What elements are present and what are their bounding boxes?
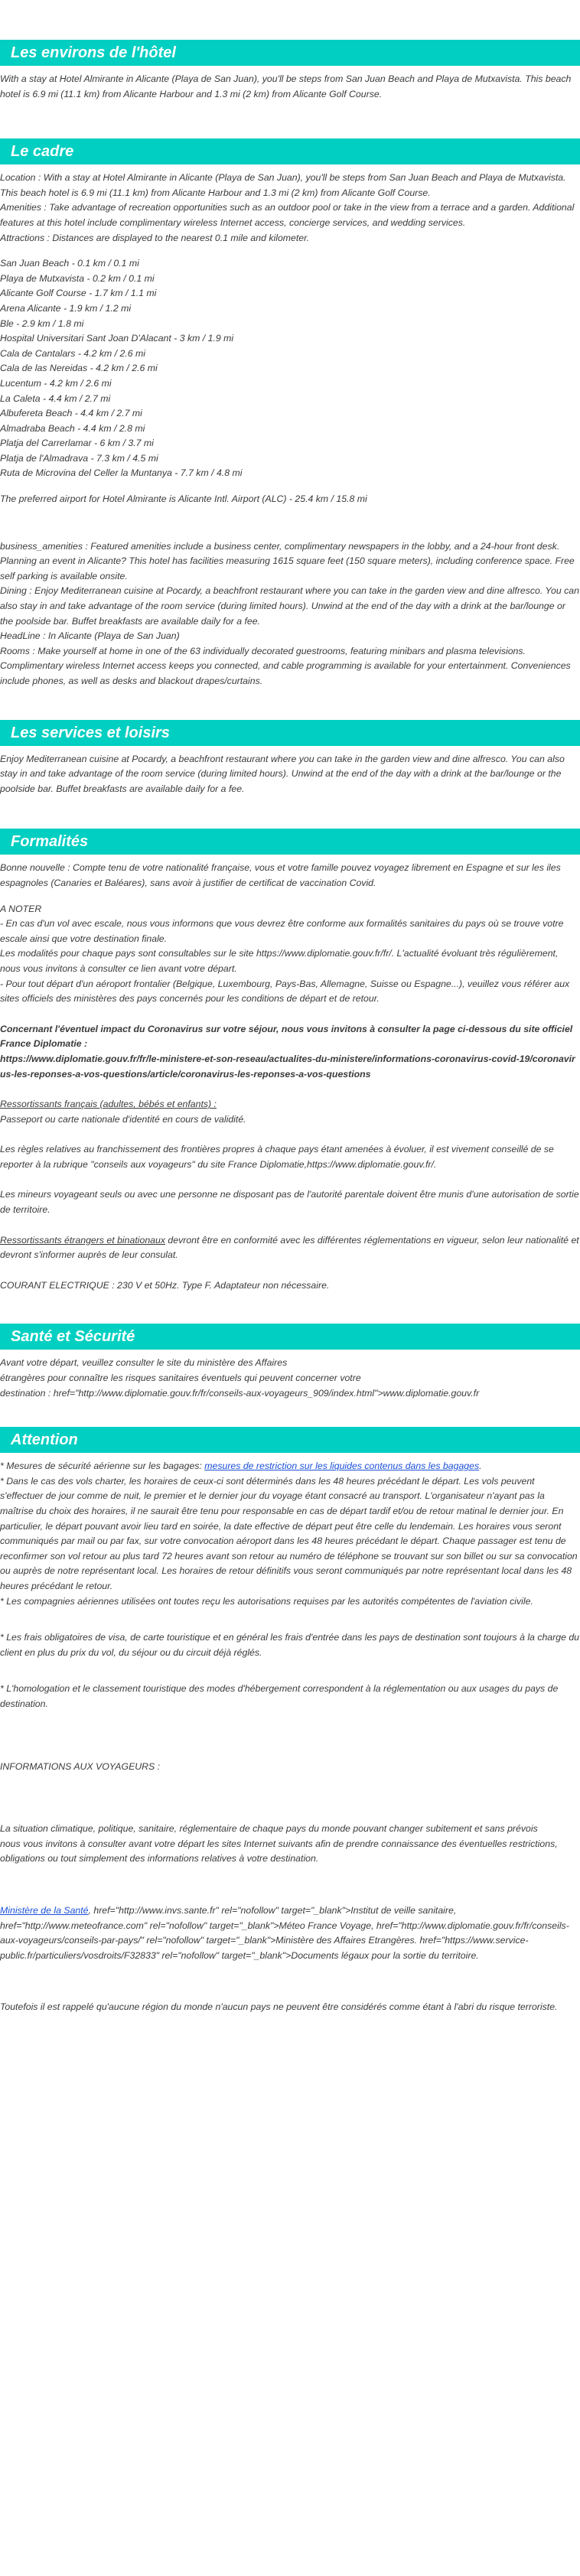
mesures-restriction-link[interactable]: mesures de restriction sur les liquides contenus dans les bagages [204, 1461, 480, 1472]
formalites-note-line: - Pour tout départ d'un aéroport frontalier (Belgique, Luxembourg, Pays-Bas, Allemagne, Suisse ou Espagne...), veuillez vous référer aux sites officiels des ministères des pays concernés pour les conditions de départ et de retour. [0, 978, 570, 1005]
formalites-etrangers [0, 1233, 580, 1263]
distance-item: Platja de l'Almadrava - 7.3 km / 4.5 mi [0, 452, 158, 464]
section-title-cadre: Le cadre [0, 138, 580, 164]
sante-line: étrangères pour connaître les risques sanitaires éventuels qui peuvent concerner votre [0, 1373, 361, 1384]
attention-situation: La situation climatique, politique, sanitaire, réglementaire de chaque pays du monde pouvant changer subitement et sans prévois [0, 1823, 538, 1835]
mesures-suffix: . [479, 1461, 482, 1472]
formalites-courant: COURANT ELECTRIQUE : 230 V et 50Hz. Type F. Adaptateur non nécessaire. [0, 1279, 330, 1291]
environs-text: With a stay at Hotel Almirante in Alicante (Playa de San Juan), you'll be steps from San Juan Beach and Playa de Mutxavista. This beach hotel is 6.9 mi (11.1 km) from Alicante Harbour and 1.3 mi (2 km) from Alicante Golf Course. [0, 73, 572, 99]
services-text: Enjoy Mediterranean cuisine at Pocardy, a beachfront restaurant where you can take in the garden view and dine alfresco. You can also stay in and take advantage of the room service (during limited hours). Unwind at the end of the day with a drink at the bar/lounge or the poolside bar. Buffet breakfasts are available daily for a fee. [0, 753, 565, 794]
distance-item: Cala de Cantalars - 4.2 km / 2.6 mi [0, 347, 145, 359]
section-title-environs: Les environs de l'hôtel [0, 40, 580, 66]
distance-item: Alicante Golf Course - 1.7 km / 1.1 mi [0, 288, 157, 299]
distance-item: Ruta de Microvina del Celler la Muntanya - 7.7 km / 4.8 mi [0, 467, 243, 479]
etrangers-text: devront être en conformité avec les différentes réglementations en vigueur, selon leur nationalité et devront s'informer auprès de leur consulat. [0, 1234, 579, 1261]
attention-infos-title: INFORMATIONS AUX VOYAGEURS : [0, 1760, 161, 1772]
distance-item: Almadraba Beach - 4.4 km / 2.8 mi [0, 422, 145, 434]
formalites-bold-notice: Concernant l'éventuel impact du Coronavirus sur votre séjour, nous vous invitons à consulter la page ci-dessous du site officiel France Diplomatie : [0, 1023, 573, 1050]
attention-situation: nous vous invitons à consulter avant votre départ les sites Internet suivants afin de prendre connaissance des éventuelles restrictions, obligations ou tout simplement des informations relatives à votre destination. [0, 1838, 558, 1864]
ministere-text: , href="http://www.invs.sante.fr" rel="nofollow" target="_blank">Institut de veille sanitaire, href="http://www.meteofrance.com" rel="nofollow" target="_blank">Méteo France Voyage, href="http://www.diplomatie.gouv.fr/fr/conseils-aux-voyageurs/conseils-par-pays/" rel="nofollow" target="_blank">Ministère des Affaires Etrangères. href="https://www.service-public.fr/particuliers/vosdroits/F32833" rel="nofollow" target="_blank">Documents légaux pour la sortie du territoire. [0, 1904, 569, 1961]
cadre-location: Location : With a stay at Hotel Almirante in Alicante (Playa de San Juan), you'll be steps from San Juan Beach and Playa de Mutxavista. This beach hotel is 6.9 mi (11.1 km) from Alicante Harbour and 1.3 mi (2 km) from Alicante Golf Course. [0, 172, 566, 198]
section-title-services: Les services et loisirs [0, 720, 580, 746]
cadre-attractions: Attractions : Distances are displayed to the nearest 0.1 mile and kilometer. [0, 232, 310, 243]
attention-frais: * Les frais obligatoires de visa, de carte touristique et en général les frais d'entrée dans les pays de destination sont toujours à la charge du client en plus du prix du vol, du séjour ou du circuit déjà réglés. [0, 1632, 580, 1658]
distance-list [0, 256, 580, 481]
distance-item: Lucentum - 4.2 km / 2.6 mi [0, 377, 112, 389]
distance-item: Cala de las Nereidas - 4.2 km / 2.6 mi [0, 363, 158, 374]
attention-ministere [0, 1904, 580, 1963]
mesures-prefix: * Mesures de sécurité aérienne sur les bagages: [0, 1461, 205, 1472]
formalites-intro: Bonne nouvelle : Compte tenu de votre nationalité française, vous et votre famille pouvez voyagez librement en Espagne et sur les iles espagnoles (Canaries et Baléares), sans avoir à justifier de certificat de vaccination Covid. [0, 862, 561, 888]
section-title-sante: Santé et Sécurité [0, 1324, 580, 1350]
formalites-bold-url[interactable]: https://www.diplomatie.gouv.fr/fr/le-ministere-et-son-reseau/actualites-du-ministere/informations-coronavirus-covid-19/coronavirus-les-reponses-a-vos-questions/article/coronavirus-les-reponses-a-vos-questions [0, 1053, 575, 1080]
cadre-amenities: Amenities : Take advantage of recreation opportunities such as an outdoor pool or take in the view from a terrace and a garden. Additional features at this hotel include complimentary wireless Internet access, concierge services, and wedding services. [0, 202, 575, 228]
attention-vols: * Dans le cas des vols charter, les horaires de ceux-ci sont déterminés dans les 48 heures précédant le départ. Les vols peuvent s'effectuer de jour comme de nuit, le premier et le dernier jour du voyage étant consacré au transport. L'organisateur n'ayant pas la maîtrise du choix des horaires, il ne saurait être tenu pour responsable en cas de départ tardif et/ou de retour matinal le dernier jour. En particulier, le départ pouvant avoir lieu tard en soirée, la date effective de départ peut être celle du lendemain. Les horaires vous seront communiqués par mail ou par fax, sur votre convocation aéroport dans les 48 heures précédant le départ. Chaque passager est tenu de reconfirmer son vol retour au plus tard 72 heures avant son retour au numéro de téléphone se trouvant sur son billet ou sur sa convocation ou auprès de notre représentant local. Les horaires de retour définitifs vous seront communiqués par notre représentant local dans les 48 heures précédant le retour. [0, 1475, 578, 1591]
sante-line: Avant votre départ, veuillez consulter le site du ministère des Affaires [0, 1357, 288, 1369]
formalites-note-line: - En cas d'un vol avec escale, nous vous informons que vous devrez être conforme aux formalités sanitaires du pays où se trouve votre escale ainsi que votre destination finale. [0, 918, 564, 944]
ressortissants-text: Passeport ou carte nationale d'identité en cours de validité. [0, 1113, 246, 1125]
ressortissants-title: Ressortissants français (adultes, bébés et enfants) : [0, 1099, 217, 1110]
distance-item: Ble - 2.9 km / 1.8 mi [0, 318, 84, 329]
formalites-regles: Les règles relatives au franchissement des frontières propres à chaque pays étant amenées à évoluer, il est vivement conseillé de se reporter à la rubrique "conseils aux voyageurs" du site France Diplomatie,https://www.diplomatie.gouv.fr/. [0, 1144, 554, 1170]
etrangers-title: Ressortissants étrangers et binationaux [0, 1234, 165, 1246]
distance-item: San Juan Beach - 0.1 km / 0.1 mi [0, 258, 139, 269]
distance-item: La Caleta - 4.4 km / 2.7 mi [0, 392, 111, 404]
cadre-rooms: Rooms : Make yourself at home in one of the 63 individually decorated guestrooms, featuring minibars and plasma televisions. Complimentary wireless Internet access keeps you connected, and cable programming is available for your entertainment. Conveniences include phones, as well as desks and blackout drapes/curtains. [0, 645, 571, 686]
formalites-mineurs: Les mineurs voyageant seuls ou avec une personne ne disposant pas de l'autorité parentale doivent être munis d'une autorisation de sortie de territoire. [0, 1189, 579, 1216]
attention-compagnies: * Les compagnies aériennes utilisées ont toutes reçu les autorisations requises par les autorités compétentes de l'aviation civile. [0, 1595, 533, 1607]
section-title-formalites: Formalités [0, 829, 580, 855]
attention-mesures [0, 1459, 580, 1474]
distance-item: Albufereta Beach - 4.4 km / 2.7 mi [0, 408, 142, 419]
distance-item: Hospital Universitari Sant Joan D'Alacant - 3 km / 1.9 mi [0, 333, 234, 344]
cadre-dining: Dining : Enjoy Mediterranean cuisine at Pocardy, a beachfront restaurant where you can take in the garden view and dine alfresco. You can also stay in and take advantage of the room service (during limited hours). Unwind at the end of the day with a drink at the bar/lounge or the poolside bar. Buffet breakfasts are available daily for a fee. [0, 585, 579, 627]
attention-terrorisme: Toutefois il est rappelé qu'aucune région du monde n'aucun pays ne peuvent être considérés comme étant à l'abri du risque terroriste. [0, 2001, 558, 2013]
distance-item: Playa de Mutxavista - 0.2 km / 0.1 mi [0, 272, 155, 284]
cadre-airport: The preferred airport for Hotel Almirante is Alicante Intl. Airport (ALC) - 25.4 km / 15.8 mi [0, 493, 367, 505]
cadre-headline: HeadLine : In Alicante (Playa de San Juan) [0, 630, 180, 642]
sante-line: destination : href="http://www.diplomatie.gouv.fr/fr/conseils-aux-voyageurs_909/index.html">www.diplomatie.gouv.fr [0, 1387, 480, 1399]
formalites-note-title: A NOTER [0, 903, 42, 914]
cadre-business: business_amenities : Featured amenities include a business center, complimentary newspapers in the lobby, and a 24-hour front desk. Planning an event in Alicante? This hotel has facilities measuring 1615 square feet (150 square meters), including conference space. Free self parking is available onsite. [0, 540, 575, 581]
ministere-sante-link[interactable]: Ministère de la Santé [0, 1904, 89, 1916]
section-title-attention: Attention [0, 1427, 580, 1453]
distance-item: Platja del Carrerlamar - 6 km / 3.7 mi [0, 438, 154, 449]
distance-item: Arena Alicante - 1.9 km / 1.2 mi [0, 302, 132, 314]
formalites-note-line: Les modalités pour chaque pays sont consultables sur le site https://www.diplomatie.gouv.fr/fr/. L'actualité évoluant très régulièrement, nous vous invitons à consulter ce lien avant votre départ. [0, 948, 559, 974]
attention-homologation: * L'homologation et le classement touristique des modes d'hébergement correspondent à la réglementation ou aux usages du pays de destination. [0, 1683, 559, 1709]
